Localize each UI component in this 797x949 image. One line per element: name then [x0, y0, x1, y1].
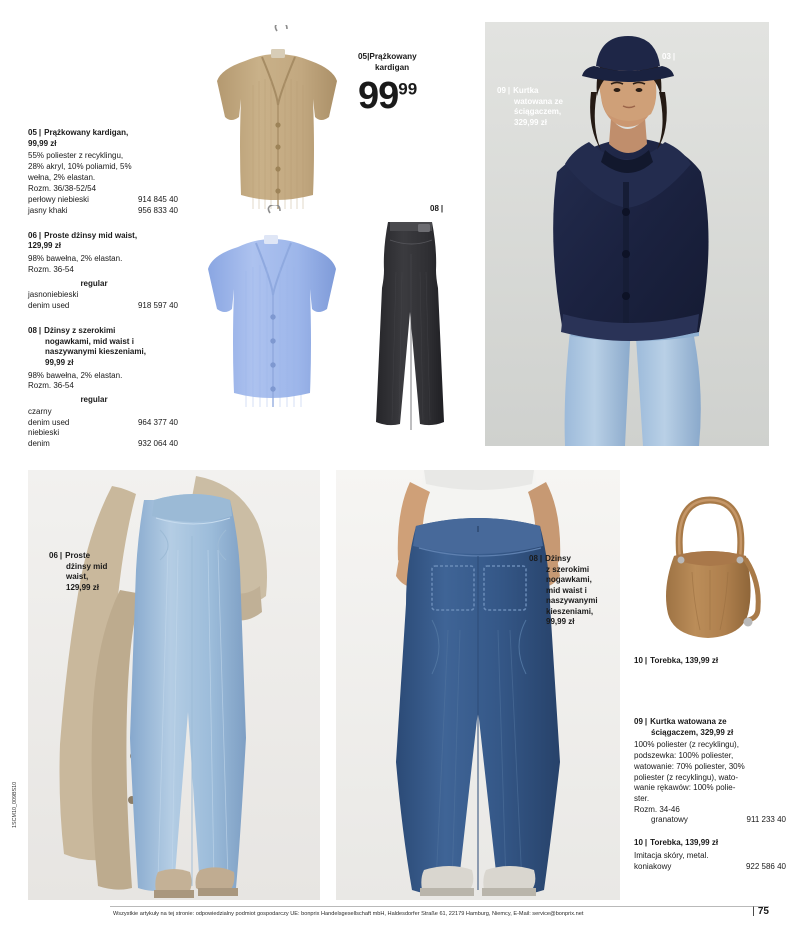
- color-row: [28, 407, 178, 418]
- color-row: [28, 195, 178, 206]
- spec-08-title4: 99,99 zł: [45, 357, 74, 367]
- color-code: 932 064 40: [137, 438, 178, 448]
- spec-06-ref: 06: [28, 230, 37, 240]
- color-code: 964 377 40: [137, 417, 178, 427]
- spec-05-desc: [28, 151, 178, 194]
- spec-09-d1: 100% poliester (z recyklingu),: [634, 740, 739, 750]
- spec-08-desc: [28, 371, 178, 392]
- spec-06-desc: [28, 254, 178, 275]
- left-spec-column: [28, 128, 178, 464]
- spec-09-head: 09 | Kurtka watowana ze ściągaczem, 329,99 zł: [634, 717, 734, 737]
- callout-08b-l2: z szerokimi: [546, 564, 590, 574]
- black-jeans-illustration: [362, 212, 460, 434]
- spec-09-d2: podszewka: 100% poliester,: [634, 751, 734, 761]
- color-row: [634, 862, 786, 873]
- spec-09-d3: watowanie: 70% poliester, 30%: [634, 761, 745, 771]
- spec-06-desc1: 98% bawełna, 2% elastan.: [28, 254, 123, 264]
- spec-09-d6: ster.: [634, 794, 650, 804]
- color-row: [28, 206, 178, 217]
- product-khaki-cardigan: [205, 25, 350, 225]
- color-row: [28, 418, 178, 429]
- spec-09-title1: Kurtka watowana ze: [650, 717, 727, 726]
- color-name: jasnoniebieski: [28, 290, 79, 300]
- spec-10-ref: 10: [634, 838, 643, 848]
- callout-08b-ref: 08: [529, 554, 538, 563]
- spec-05-desc1: 55% poliester z recyklingu,: [28, 151, 124, 161]
- price-highlight-name1: Prążkowany: [369, 52, 417, 61]
- spec-08-fit: regular: [80, 395, 108, 405]
- callout-08-bottom: 08 | Dżinsy z szerokimi nogawkami, mid waist i naszywanymi kieszeniami, 99,99 zł: [529, 554, 598, 627]
- price-highlight-ref: 05: [358, 52, 368, 61]
- caption-bag-10: 10 | Torebka, 139,99 zł: [634, 656, 719, 665]
- spec-10-title1: Torebka, 139,99 zł: [650, 838, 719, 848]
- color-name: denim used: [28, 301, 70, 311]
- callout-09-ref: 09: [497, 86, 506, 95]
- callout-06: 06 | Proste dżinsy mid waist, 129,99 zł: [49, 551, 108, 592]
- product-handbag: [636, 494, 772, 649]
- spec-08-desc1: 98% bawełna, 2% elastan.: [28, 370, 123, 380]
- footer-divider: [110, 906, 769, 907]
- spec-09-d7: Rozm. 34-46: [634, 804, 680, 814]
- spec-block-10: [634, 838, 786, 872]
- caption-bag-text: Torebka, 139,99 zł: [650, 656, 719, 665]
- color-code: 918 597 40: [137, 301, 178, 311]
- callout-08b-l7: 99,99 zł: [546, 617, 575, 627]
- spec-08-title2: nogawkami, mid waist i: [45, 336, 134, 346]
- color-row: [28, 301, 178, 312]
- callout-09-l3: ściągaczem,: [514, 107, 562, 117]
- callout-09-l1: Kurtka: [513, 86, 539, 95]
- spec-09-d5: wanie rękawów: 100% polie-: [634, 783, 736, 793]
- color-row: [28, 428, 178, 439]
- color-name: denim: [28, 438, 50, 448]
- spec-08-title1: Dżinsy z szerokimi: [44, 325, 116, 335]
- callout-09: 09 | Kurtka watowana ze ściągaczem, 329,99 zł: [497, 86, 563, 127]
- color-name: koniakowy: [634, 861, 672, 871]
- right-spec-column: [634, 717, 786, 884]
- price-amount-cents: 99: [398, 79, 418, 99]
- color-code: 956 833 40: [137, 206, 178, 216]
- callout-06-l4: 129,99 zł: [66, 582, 99, 592]
- price-highlight-amount: [358, 75, 478, 118]
- callout-08b-l6: kieszeniami,: [546, 606, 594, 616]
- spec-05-desc3: wełna, 2% elastan.: [28, 172, 96, 182]
- spec-block-06: [28, 231, 178, 312]
- spec-09-d4: poliester (z recyklingu), wato-: [634, 772, 739, 782]
- spec-08-title3: naszywanymi kieszeniami,: [45, 347, 146, 357]
- print-side-code: 1SCM10_009BS10: [12, 781, 18, 828]
- spec-10-desc: [634, 851, 786, 862]
- callout-08b-l3: nogawkami,: [546, 575, 592, 585]
- spec-09-title2: ściągaczem, 329,99 zł: [651, 727, 734, 737]
- callout-03-ref: 03: [662, 52, 671, 61]
- spec-block-05: [28, 128, 178, 217]
- spec-08-head: 08 | Dżinsy z szerokimi nogawkami, mid waist i naszywanymi kieszeniami, 99,99 zł: [28, 325, 146, 367]
- spec-05-title2: 99,99 zł: [28, 138, 57, 148]
- spec-block-08: [28, 326, 178, 450]
- spec-06-colors: [28, 290, 178, 311]
- callout-09-l2: watowana ze: [514, 96, 563, 106]
- callout-03: 03 |: [662, 52, 676, 61]
- spec-08-ref: 08: [28, 325, 37, 335]
- color-code: 922 586 40: [745, 861, 786, 871]
- caption-bag-ref: 10: [634, 656, 643, 665]
- spec-09-ref: 09: [634, 717, 643, 726]
- product-blue-cardigan: [200, 205, 350, 415]
- color-code: 914 845 40: [137, 195, 178, 205]
- spec-06-desc2: Rozm. 36-54: [28, 264, 74, 274]
- color-code: 911 233 40: [746, 815, 786, 825]
- photo-dark-jeans-illustration: [336, 470, 620, 900]
- spec-05-head: 05 | Prążkowany kardigan, 99,99 zł: [28, 128, 129, 148]
- page-number-value: 75: [757, 906, 769, 917]
- callout-06-l2: dżinsy mid: [66, 561, 108, 571]
- color-row: [634, 815, 786, 826]
- price-amount-int: 99: [358, 75, 399, 118]
- spec-10-d1: Imitacja skóry, metal.: [634, 850, 709, 860]
- callout-09-l4: 329,99 zł: [514, 117, 547, 127]
- color-name: jasny khaki: [28, 206, 68, 216]
- color-row: [28, 290, 178, 301]
- color-name: czarny: [28, 406, 52, 416]
- photo-light-jeans-illustration: [28, 470, 320, 900]
- callout-06-ref: 06: [49, 551, 58, 560]
- spec-05-title1: Prążkowany kardigan,: [44, 128, 129, 137]
- callout-08b-l1: Dżinsy: [545, 554, 571, 563]
- spec-05-colors: [28, 195, 178, 216]
- color-name: granatowy: [651, 815, 688, 825]
- handbag-illustration: [636, 494, 772, 644]
- color-name: perłowy niebieski: [28, 195, 89, 205]
- color-name: denim used: [28, 417, 70, 427]
- spec-06-title2: 129,99 zł: [28, 241, 61, 251]
- callout-06-l1: Proste: [65, 551, 91, 560]
- spec-06-title1: Proste dżinsy mid waist,: [44, 230, 138, 240]
- spec-05-desc4: Rozm. 36/38-52/54: [28, 183, 97, 193]
- price-highlight-name2: kardigan: [375, 62, 410, 72]
- spec-09-desc: [634, 740, 786, 815]
- blue-cardigan-illustration: [200, 205, 350, 410]
- photo-model-light-jeans: [28, 470, 320, 900]
- spec-block-09: [634, 717, 786, 826]
- footer-legal-text: Wszystkie artykuły na tej stronie: odpowiedzialny podmiot gospodarczy UE: bonprix Handelsgesellschaft mbH, Haldesdorfer Straße 61, 22179 Hamburg, Niemcy, E-Mail: service@bonprix.net: [113, 911, 584, 917]
- khaki-cardigan-illustration: [205, 25, 350, 220]
- callout-08b-l4: mid waist i: [546, 585, 587, 595]
- spec-10-head: 10 | Torebka, 139,99 zł: [634, 838, 719, 848]
- callout-06-l3: waist,: [66, 572, 89, 582]
- spec-08-desc2: Rozm. 36-54: [28, 381, 74, 391]
- callout-08b-l5: naszywanymi: [546, 596, 598, 606]
- spec-05-ref: 05: [28, 128, 37, 137]
- price-highlight-label: 05|Prążkowany kardigan: [358, 52, 417, 72]
- callout-08-top-ref: 08: [430, 204, 439, 213]
- callout-08-top: 08 |: [430, 204, 444, 213]
- color-row: [28, 439, 178, 450]
- spec-05-desc2: 28% akryl, 10% poliamid, 5%: [28, 162, 132, 172]
- price-highlight: [358, 52, 478, 118]
- spec-06-fit: regular: [80, 278, 108, 288]
- spec-06-head: 06 | Proste dżinsy mid waist, 129,99 zł: [28, 230, 138, 251]
- spec-08-colors: [28, 407, 178, 450]
- color-name: niebieski: [28, 428, 60, 438]
- photo-model-dark-jeans: [336, 470, 620, 900]
- page-number: | 75: [752, 906, 769, 917]
- product-black-jeans: [362, 212, 460, 439]
